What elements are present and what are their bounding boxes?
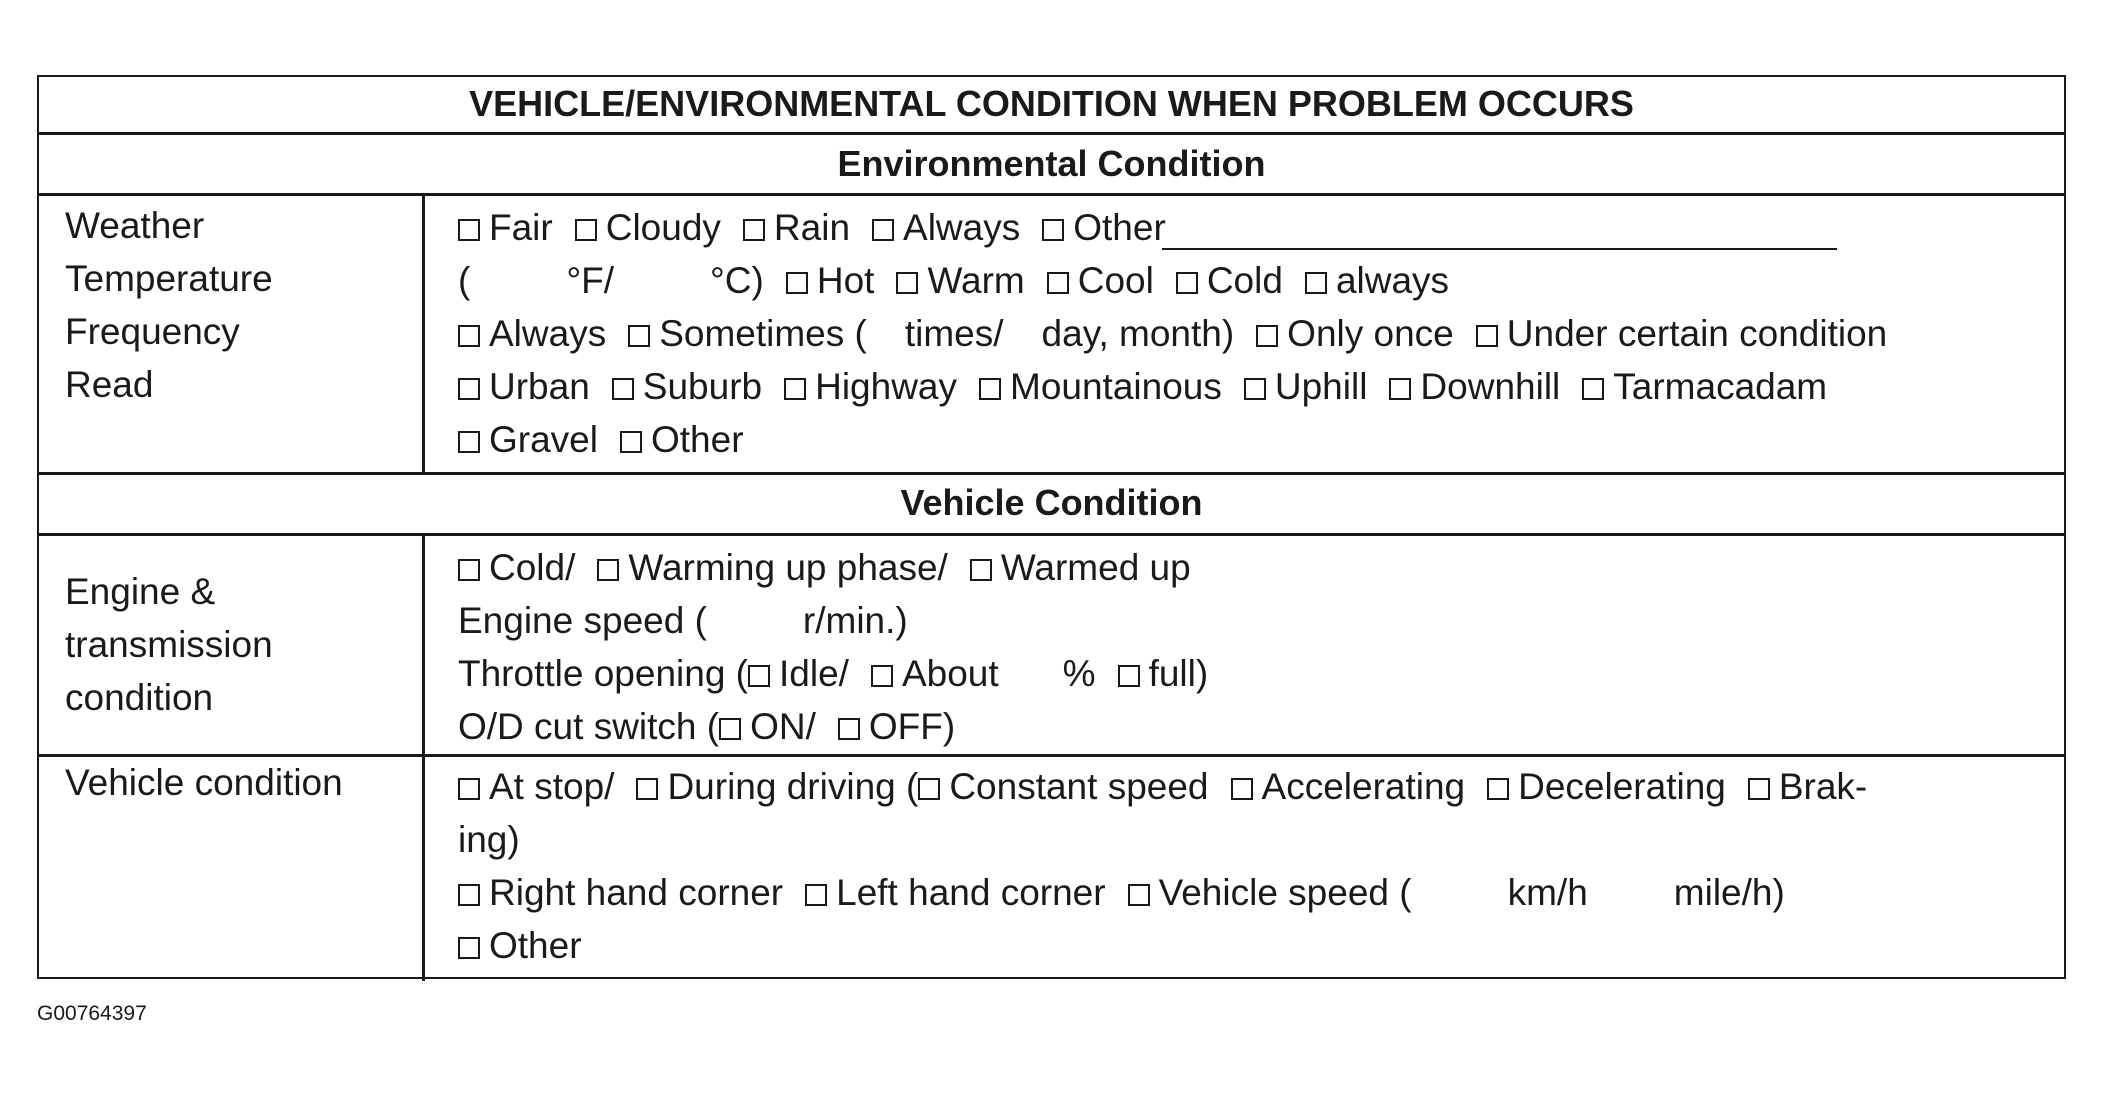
checkbox[interactable] <box>970 559 992 581</box>
checkbox[interactable] <box>1047 272 1069 294</box>
option-downhill[interactable]: Downhill <box>1389 366 1560 407</box>
checkbox[interactable] <box>896 272 918 294</box>
option-only-once[interactable]: Only once <box>1256 313 1454 354</box>
vehicle-heading: Vehicle Condition <box>900 482 1203 523</box>
checkbox[interactable] <box>1389 378 1411 400</box>
checkbox[interactable] <box>1231 778 1253 800</box>
divider <box>39 132 2064 135</box>
option-warming-up[interactable]: Warming up phase/ <box>597 547 947 588</box>
option-mountainous[interactable]: Mountainous <box>979 366 1222 407</box>
checkbox[interactable] <box>458 219 480 241</box>
other-weather-blank[interactable] <box>1162 208 1837 250</box>
checkbox[interactable] <box>1305 272 1327 294</box>
option-other[interactable]: Other <box>1042 207 1166 248</box>
option-braking[interactable]: Brak- <box>1748 766 1867 807</box>
option-fair[interactable]: Fair <box>458 207 553 248</box>
option-urban[interactable]: Urban <box>458 366 590 407</box>
checkbox[interactable] <box>612 378 634 400</box>
checkbox[interactable] <box>786 272 808 294</box>
form-title: VEHICLE/ENVIRONMENTAL CONDITION WHEN PROBLEM OCCURS <box>469 83 1634 124</box>
checkbox[interactable] <box>1256 325 1278 347</box>
option-always-temp[interactable]: always <box>1305 260 1449 301</box>
checkbox[interactable] <box>620 431 642 453</box>
checkbox[interactable] <box>748 665 770 687</box>
engine-speed-row: Engine speed ( r/min.) <box>458 600 908 641</box>
checkbox[interactable] <box>871 665 893 687</box>
checkbox[interactable] <box>458 937 480 959</box>
divider <box>39 193 2064 196</box>
option-always-freq[interactable]: Always <box>458 313 606 354</box>
option-rain[interactable]: Rain <box>743 207 850 248</box>
condition-form-table <box>37 75 2066 979</box>
divider <box>422 193 425 474</box>
option-during-driving[interactable]: During driving ( <box>636 766 918 807</box>
option-uphill[interactable]: Uphill <box>1244 366 1368 407</box>
checkbox[interactable] <box>458 325 480 347</box>
vehicle-state-row-cont: ing) <box>458 819 520 860</box>
label-frequency: Frequency <box>65 311 240 352</box>
option-certain-condition[interactable]: Under certain condition <box>1476 313 1888 354</box>
label-engine-transmission: Engine & transmission condition <box>65 571 273 718</box>
option-tarmacadam[interactable]: Tarmacadam <box>1582 366 1827 407</box>
option-highway[interactable]: Highway <box>784 366 957 407</box>
label-weather: Weather <box>65 205 205 246</box>
checkbox[interactable] <box>575 219 597 241</box>
temperature-row: ( °F/ °C) Hot Warm Cool Cold always <box>458 260 1450 301</box>
option-at-stop[interactable]: At stop/ <box>458 766 614 807</box>
option-od-off[interactable]: OFF) <box>838 706 955 747</box>
option-warmed-up[interactable]: Warmed up <box>970 547 1191 588</box>
road-row-1 <box>458 360 2056 413</box>
checkbox[interactable] <box>1176 272 1198 294</box>
option-sometimes[interactable]: Sometimes ( <box>628 313 867 354</box>
option-gravel[interactable]: Gravel <box>458 419 598 460</box>
option-right-corner[interactable]: Right hand corner <box>458 872 783 913</box>
checkbox[interactable] <box>1042 219 1064 241</box>
checkbox[interactable] <box>1118 665 1140 687</box>
engine-temp-row <box>458 541 2056 594</box>
checkbox[interactable] <box>838 718 860 740</box>
checkbox[interactable] <box>1128 884 1150 906</box>
figure-id: G00764397 <box>37 1002 147 1025</box>
road-row-2 <box>458 413 2056 466</box>
option-engine-cold[interactable]: Cold/ <box>458 547 575 588</box>
option-left-corner[interactable]: Left hand corner <box>805 872 1105 913</box>
option-vehicle-speed[interactable]: Vehicle speed ( <box>1128 872 1412 913</box>
option-about[interactable]: About <box>871 653 999 694</box>
checkbox[interactable] <box>597 559 619 581</box>
checkbox[interactable] <box>1748 778 1770 800</box>
option-hot[interactable]: Hot <box>786 260 875 301</box>
checkbox[interactable] <box>628 325 650 347</box>
checkbox[interactable] <box>784 378 806 400</box>
option-decelerating[interactable]: Decelerating <box>1487 766 1726 807</box>
checkbox[interactable] <box>918 778 940 800</box>
divider <box>39 754 2064 757</box>
vehicle-state-options <box>458 760 2056 972</box>
divider <box>39 472 2064 475</box>
engine-options <box>458 541 2056 753</box>
option-cold[interactable]: Cold <box>1176 260 1283 301</box>
cornering-row: Right hand corner Left hand corner Vehicle speed ( km/h mile/h) <box>458 866 2056 919</box>
environmental-options <box>458 201 2056 466</box>
option-other-vehicle[interactable]: Other <box>458 925 582 966</box>
throttle-row: Throttle opening ( Idle/ About % full) <box>458 653 1209 694</box>
checkbox[interactable] <box>458 884 480 906</box>
checkbox[interactable] <box>636 778 658 800</box>
checkbox[interactable] <box>458 378 480 400</box>
option-cloudy[interactable]: Cloudy <box>575 207 721 248</box>
option-od-on[interactable]: ON/ <box>719 706 816 747</box>
checkbox[interactable] <box>719 718 741 740</box>
option-idle[interactable]: Idle/ <box>748 653 849 694</box>
frequency-row: Always Sometimes ( times/ day, month) Only once Under certain condition <box>458 307 2056 360</box>
checkbox[interactable] <box>1476 325 1498 347</box>
checkbox[interactable] <box>1582 378 1604 400</box>
other-row <box>458 919 2056 972</box>
checkbox[interactable] <box>743 219 765 241</box>
checkbox[interactable] <box>458 778 480 800</box>
option-cool[interactable]: Cool <box>1047 260 1154 301</box>
option-accelerating[interactable]: Accelerating <box>1231 766 1466 807</box>
option-always[interactable]: Always <box>872 207 1020 248</box>
weather-row <box>458 201 2056 254</box>
vehicle-state-row <box>458 760 2056 813</box>
label-road: Read <box>65 364 154 405</box>
checkbox[interactable] <box>979 378 1001 400</box>
checkbox[interactable] <box>458 431 480 453</box>
checkbox[interactable] <box>872 219 894 241</box>
od-switch-row: O/D cut switch ( ON/ OFF) <box>458 706 956 747</box>
option-other-road[interactable]: Other <box>620 419 744 460</box>
divider <box>422 533 425 981</box>
option-constant-speed[interactable]: Constant speed <box>918 766 1208 807</box>
checkbox[interactable] <box>1487 778 1509 800</box>
option-suburb[interactable]: Suburb <box>612 366 762 407</box>
option-full[interactable]: full) <box>1118 653 1209 694</box>
label-vehicle-condition: Vehicle condition <box>65 762 343 803</box>
environmental-heading: Environmental Condition <box>837 143 1266 184</box>
divider <box>39 533 2064 536</box>
option-warm[interactable]: Warm <box>896 260 1024 301</box>
checkbox[interactable] <box>805 884 827 906</box>
label-temperature: Temperature <box>65 258 273 299</box>
checkbox[interactable] <box>1244 378 1266 400</box>
checkbox[interactable] <box>458 559 480 581</box>
